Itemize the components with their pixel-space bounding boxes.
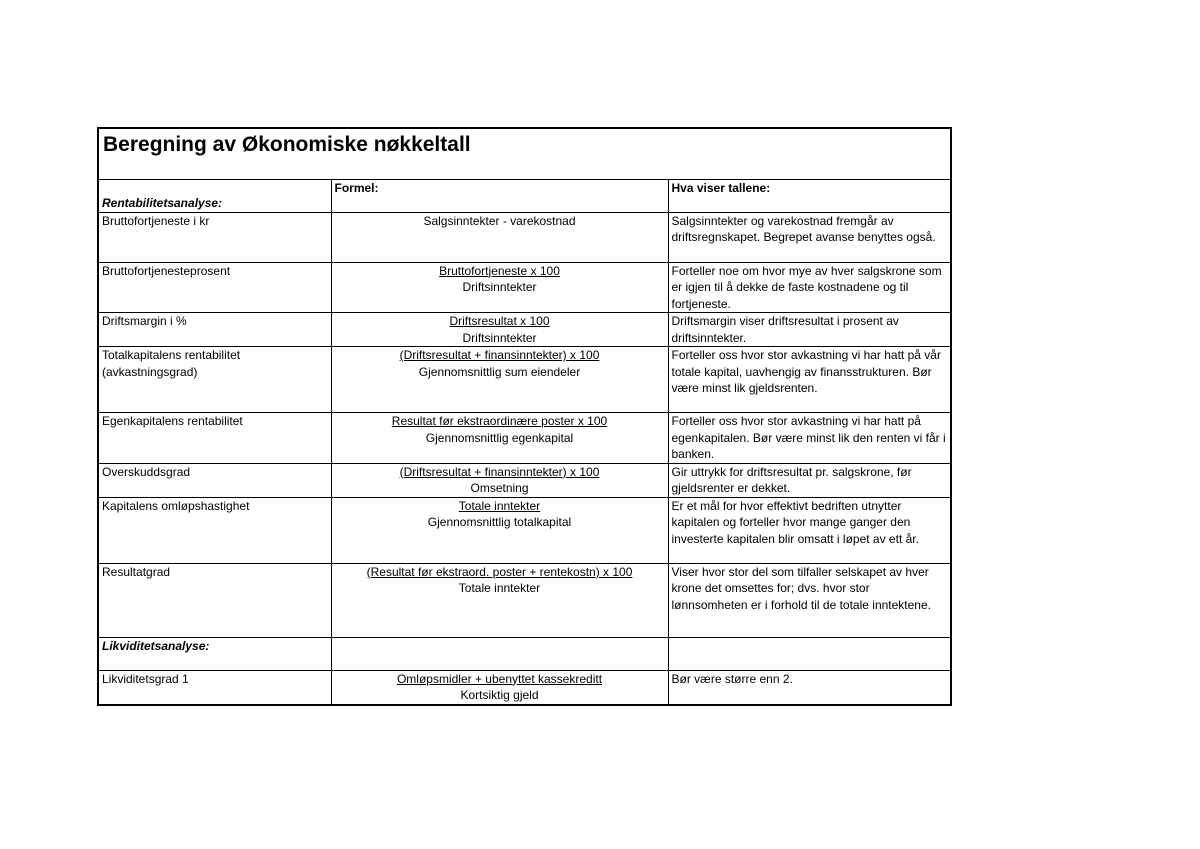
table-row — [98, 463, 951, 497]
formula-cell — [331, 413, 668, 464]
formula-cell — [331, 563, 668, 637]
row-name: Likviditetsgrad 1 — [98, 670, 331, 705]
row-meaning: Forteller oss hvor stor avkastning vi har hatt på vår totale kapital, uavhengig av finansstrukturen. Bør være minst lik gjeldsrenten. — [668, 347, 951, 413]
formula-denominator: Omsetning — [470, 481, 529, 495]
table-row — [98, 670, 951, 705]
formula-cell — [331, 212, 668, 262]
row-meaning: Bør være større enn 2. — [668, 670, 951, 705]
formula-cell — [331, 262, 668, 313]
row-name: Kapitalens omløpshastighet — [98, 497, 331, 563]
meaning-header: Hva viser tallene: — [668, 180, 951, 213]
formula-cell — [331, 347, 668, 413]
key-figures-sheet — [97, 127, 950, 706]
formula-denominator: Totale inntekter — [458, 581, 541, 595]
row-meaning: Er et mål for hvor effektivt bedriften utnytter kapitalen og forteller hvor mange ganger den investerte kapitalen blir omsatt i løpet av ett år. — [668, 497, 951, 563]
formula-numerator: Driftsresultat x 100 — [449, 314, 550, 328]
table-row — [98, 497, 951, 563]
formula-numerator: (Driftsresultat + finansinntekter) x 100 — [399, 348, 600, 362]
formula-denominator: Kortsiktig gjeld — [460, 688, 539, 702]
row-name: Bruttofortjeneste i kr — [98, 212, 331, 262]
row-name: Driftsmargin i % — [98, 313, 331, 347]
formula-numerator: Omløpsmidler + ubenyttet kassekreditt — [396, 671, 603, 686]
row-meaning: Forteller noe om hvor mye av hver salgskrone som er igjen til å dekke de faste kostnadene og til fortjeneste. — [668, 262, 951, 313]
table-row — [98, 347, 951, 413]
row-meaning: Forteller oss hvor stor avkastning vi har hatt på egenkapitalen. Bør være minst lik den renten vi får i banken. — [668, 413, 951, 464]
section-header-rentabilitet: Rentabilitetsanalyse: — [102, 196, 223, 210]
table-row — [98, 212, 951, 262]
section-row — [98, 637, 951, 670]
formula-numerator: Totale inntekter — [458, 498, 541, 513]
section-header-likviditet: Likviditetsanalyse: — [102, 638, 210, 653]
section-header-cell — [98, 180, 331, 213]
formula-denominator: Driftsinntekter — [462, 280, 537, 294]
formula-cell — [331, 670, 668, 705]
formula-cell — [331, 463, 668, 497]
formula-numerator: (Driftsresultat + finansinntekter) x 100 — [399, 464, 600, 479]
row-name: Overskuddsgrad — [98, 463, 331, 497]
row-name: Egenkapitalens rentabilitet — [98, 413, 331, 464]
row-meaning: Driftsmargin viser driftsresultat i prosent av driftsinntekter. — [668, 313, 951, 347]
empty-cell — [668, 637, 951, 670]
formula-numerator: (Resultat før ekstraord. poster + rentekostn) x 100 — [366, 564, 633, 579]
empty-cell — [331, 637, 668, 670]
row-name: Bruttofortjenesteprosent — [98, 262, 331, 313]
formula-numerator: Resultat før ekstraordinære poster x 100 — [391, 414, 608, 428]
row-meaning: Viser hvor stor del som tilfaller selskapet av hver krone det omsettes for; dvs. hvor stor lønnsomheten er i forhold til de totale inntektene. — [668, 563, 951, 637]
row-meaning: Gir uttrykk for driftsresultat pr. salgskrone, før gjeldsrenter er dekket. — [668, 463, 951, 497]
formula-denominator: Gjennomsnittlig sum eiendeler — [418, 364, 581, 379]
key-figures-table — [97, 127, 952, 706]
section-header-cell — [98, 637, 331, 670]
page-title: Beregning av Økonomiske nøkkeltall — [98, 128, 951, 180]
formula-header: Formel: — [331, 180, 668, 213]
table-row — [98, 262, 951, 313]
row-name: Totalkapitalens rentabilitet (avkastningsgrad) — [98, 347, 331, 413]
table-row — [98, 563, 951, 637]
formula-denominator: Gjennomsnittlig egenkapital — [425, 430, 574, 445]
table-row — [98, 413, 951, 464]
formula-denominator: Gjennomsnittlig totalkapital — [427, 515, 572, 529]
formula-cell — [331, 313, 668, 347]
formula-cell — [331, 497, 668, 563]
row-meaning: Salgsinntekter og varekostnad fremgår av driftsregnskapet. Begrepet avanse benyttes også. — [668, 212, 951, 262]
header-row — [98, 180, 951, 213]
table-row — [98, 313, 951, 347]
formula-numerator: Bruttofortjeneste x 100 — [439, 263, 560, 278]
formula-denominator: Driftsinntekter — [462, 330, 537, 345]
row-name: Resultatgrad — [98, 563, 331, 637]
formula-text: Salgsinntekter - varekostnad — [423, 213, 576, 228]
